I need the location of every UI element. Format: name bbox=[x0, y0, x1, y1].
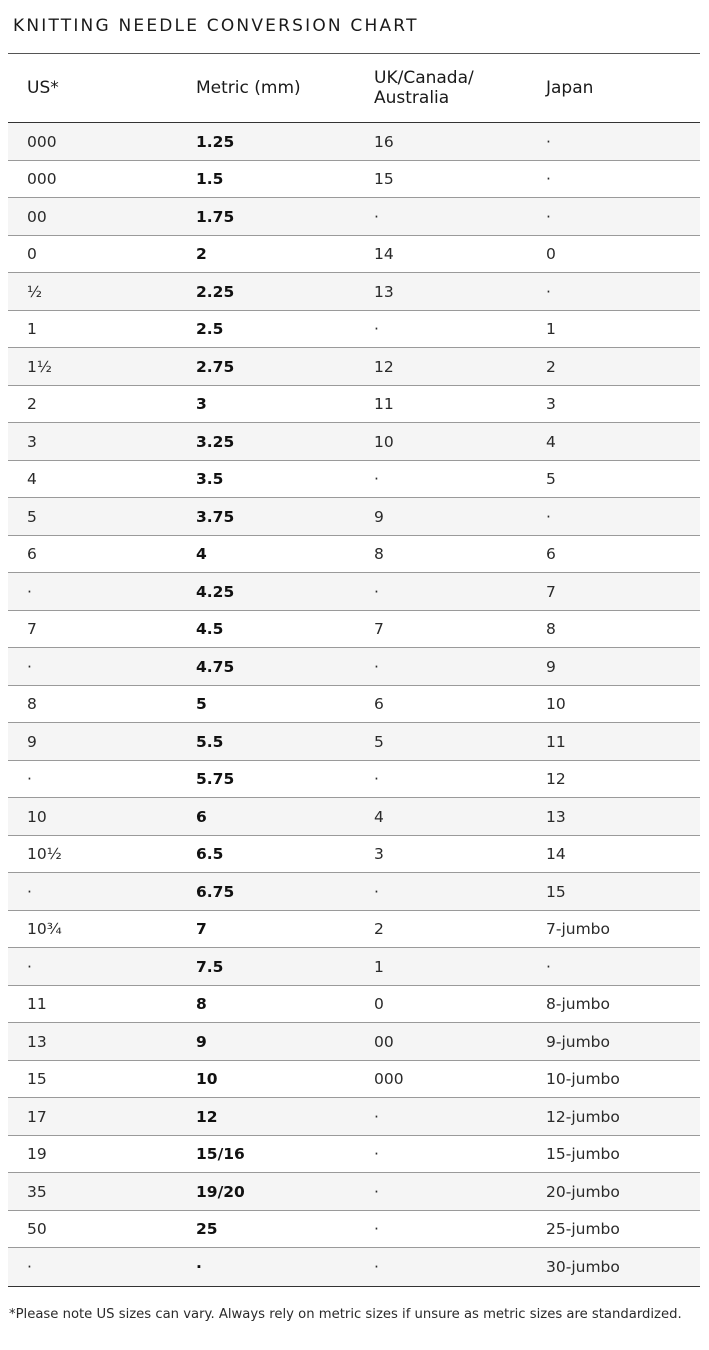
cell-metric: 4.75 bbox=[196, 657, 235, 676]
cell-japan: 0 bbox=[546, 245, 556, 263]
cell-uk: 7 bbox=[374, 620, 384, 638]
table-row bbox=[8, 836, 700, 874]
footnote: *Please note US sizes can vary. Always rely on metric sizes if unsure as metric sizes are standardized. bbox=[9, 1307, 682, 1322]
cell-uk: · bbox=[374, 582, 379, 601]
cell-us: ½ bbox=[27, 282, 43, 301]
table-row bbox=[8, 686, 700, 724]
column-header-uk: UK/Canada/ Australia bbox=[374, 68, 474, 108]
cell-uk: 00 bbox=[374, 1032, 394, 1051]
cell-japan: 3 bbox=[546, 395, 556, 413]
cell-uk: · bbox=[374, 320, 379, 338]
cell-metric: 5.75 bbox=[196, 770, 235, 788]
cell-us: 3 bbox=[27, 432, 37, 451]
cell-uk: 1 bbox=[374, 957, 384, 976]
cell-uk: 2 bbox=[374, 920, 384, 938]
cell-uk: · bbox=[374, 1257, 379, 1276]
cell-metric: 3 bbox=[196, 395, 207, 413]
table-row bbox=[8, 723, 700, 761]
table-header bbox=[8, 54, 700, 123]
cell-us: 7 bbox=[27, 620, 37, 638]
cell-metric: 3.5 bbox=[196, 470, 224, 488]
cell-us: 1 bbox=[27, 320, 37, 338]
cell-us: 10¾ bbox=[27, 920, 62, 938]
table-row bbox=[8, 123, 700, 161]
cell-japan: 9-jumbo bbox=[546, 1032, 611, 1051]
cell-metric: 1.25 bbox=[196, 132, 235, 151]
table-row bbox=[8, 273, 700, 311]
cell-metric: 5 bbox=[196, 695, 207, 713]
cell-japan: 8-jumbo bbox=[546, 995, 611, 1013]
cell-us: 8 bbox=[27, 695, 37, 713]
cell-uk: 11 bbox=[374, 395, 394, 413]
cell-japan: · bbox=[546, 507, 551, 526]
cell-japan: 12 bbox=[546, 770, 566, 788]
cell-japan: 9 bbox=[546, 657, 556, 676]
cell-uk: 4 bbox=[374, 807, 384, 826]
table-row bbox=[8, 1211, 700, 1249]
cell-uk: · bbox=[374, 1145, 379, 1163]
cell-japan: 7-jumbo bbox=[546, 920, 611, 938]
cell-metric: 2.25 bbox=[196, 282, 235, 301]
cell-uk: · bbox=[374, 1220, 379, 1238]
cell-metric: 25 bbox=[196, 1220, 218, 1238]
cell-us: 11 bbox=[27, 995, 47, 1013]
cell-japan: 14 bbox=[546, 845, 566, 863]
column-header-metric: Metric (mm) bbox=[196, 78, 301, 98]
cell-uk: 14 bbox=[374, 245, 394, 263]
cell-us: 13 bbox=[27, 1032, 47, 1051]
cell-metric: 1.75 bbox=[196, 207, 235, 226]
cell-uk: · bbox=[374, 1182, 379, 1201]
cell-metric: 4 bbox=[196, 545, 207, 563]
cell-metric: 6 bbox=[196, 807, 207, 826]
cell-us: 35 bbox=[27, 1182, 47, 1201]
cell-japan: 10 bbox=[546, 695, 566, 713]
table-row bbox=[8, 236, 700, 274]
cell-uk: 16 bbox=[374, 132, 394, 151]
cell-uk: 12 bbox=[374, 357, 394, 376]
cell-japan: 1 bbox=[546, 320, 556, 338]
cell-us: 000 bbox=[27, 132, 57, 151]
cell-metric: 2.75 bbox=[196, 357, 235, 376]
table-row bbox=[8, 798, 700, 836]
cell-uk: · bbox=[374, 207, 379, 226]
cell-us: 19 bbox=[27, 1145, 47, 1163]
cell-us: 15 bbox=[27, 1070, 47, 1088]
table-row bbox=[8, 386, 700, 424]
cell-us: 4 bbox=[27, 470, 37, 488]
cell-metric: · bbox=[196, 1257, 202, 1276]
cell-japan: 25-jumbo bbox=[546, 1220, 620, 1238]
cell-japan: · bbox=[546, 282, 551, 301]
cell-uk: 0 bbox=[374, 995, 384, 1013]
cell-us: 00 bbox=[27, 207, 47, 226]
cell-us: · bbox=[27, 657, 32, 676]
cell-uk: · bbox=[374, 1107, 379, 1126]
column-header-us: US* bbox=[27, 78, 59, 98]
cell-japan: 12-jumbo bbox=[546, 1107, 620, 1126]
cell-us: 9 bbox=[27, 732, 37, 751]
cell-japan: · bbox=[546, 957, 551, 976]
table-row bbox=[8, 911, 700, 949]
table-row bbox=[8, 498, 700, 536]
cell-japan: 15 bbox=[546, 882, 566, 901]
cell-us: 17 bbox=[27, 1107, 47, 1126]
table-row bbox=[8, 461, 700, 499]
cell-metric: 9 bbox=[196, 1032, 207, 1051]
cell-metric: 3.25 bbox=[196, 432, 235, 451]
cell-uk: · bbox=[374, 882, 379, 901]
table-row bbox=[8, 348, 700, 386]
table-body bbox=[8, 123, 700, 1286]
cell-us: · bbox=[27, 1257, 32, 1276]
cell-japan: 10-jumbo bbox=[546, 1070, 620, 1088]
cell-metric: 4.5 bbox=[196, 620, 224, 638]
cell-uk: 13 bbox=[374, 282, 394, 301]
cell-japan: 2 bbox=[546, 357, 556, 376]
cell-uk: · bbox=[374, 657, 379, 676]
column-header-japan: Japan bbox=[546, 78, 594, 98]
cell-japan: · bbox=[546, 132, 551, 151]
cell-japan: 7 bbox=[546, 582, 556, 601]
cell-uk: 5 bbox=[374, 732, 384, 751]
cell-metric: 7 bbox=[196, 920, 207, 938]
cell-metric: 3.75 bbox=[196, 507, 235, 526]
cell-metric: 4.25 bbox=[196, 582, 235, 601]
cell-uk: · bbox=[374, 770, 379, 788]
cell-metric: 15/16 bbox=[196, 1145, 245, 1163]
cell-us: 000 bbox=[27, 170, 57, 188]
table-row bbox=[8, 1136, 700, 1174]
cell-us: 0 bbox=[27, 245, 37, 263]
cell-uk: 8 bbox=[374, 545, 384, 563]
cell-us: 6 bbox=[27, 545, 37, 563]
table-row bbox=[8, 761, 700, 799]
cell-japan: 11 bbox=[546, 732, 566, 751]
cell-us: 50 bbox=[27, 1220, 47, 1238]
cell-japan: · bbox=[546, 207, 551, 226]
cell-uk: 15 bbox=[374, 170, 394, 188]
cell-us: · bbox=[27, 582, 32, 601]
cell-japan: 6 bbox=[546, 545, 556, 563]
table-row bbox=[8, 573, 700, 611]
page-title: KNITTING NEEDLE CONVERSION CHART bbox=[13, 16, 419, 36]
table-row bbox=[8, 1098, 700, 1136]
cell-japan: 20-jumbo bbox=[546, 1182, 620, 1201]
cell-japan: 4 bbox=[546, 432, 556, 451]
cell-us: · bbox=[27, 957, 32, 976]
cell-uk: 6 bbox=[374, 695, 384, 713]
cell-uk: · bbox=[374, 470, 379, 488]
cell-metric: 19/20 bbox=[196, 1182, 245, 1201]
cell-us: 10½ bbox=[27, 845, 62, 863]
cell-metric: 6.75 bbox=[196, 882, 235, 901]
cell-uk: 000 bbox=[374, 1070, 404, 1088]
cell-metric: 2.5 bbox=[196, 320, 224, 338]
table-row bbox=[8, 986, 700, 1024]
cell-japan: 8 bbox=[546, 620, 556, 638]
cell-uk: 3 bbox=[374, 845, 384, 863]
table-row bbox=[8, 161, 700, 199]
conversion-table bbox=[8, 53, 700, 1287]
cell-us: · bbox=[27, 882, 32, 901]
cell-japan: 5 bbox=[546, 470, 556, 488]
table-row bbox=[8, 311, 700, 349]
table-row bbox=[8, 648, 700, 686]
cell-japan: · bbox=[546, 170, 551, 188]
cell-us: 1½ bbox=[27, 357, 52, 376]
table-row bbox=[8, 1248, 700, 1286]
cell-metric: 6.5 bbox=[196, 845, 224, 863]
cell-metric: 8 bbox=[196, 995, 207, 1013]
cell-metric: 2 bbox=[196, 245, 207, 263]
table-row bbox=[8, 198, 700, 236]
table-row bbox=[8, 611, 700, 649]
table-row bbox=[8, 948, 700, 986]
cell-metric: 1.5 bbox=[196, 170, 224, 188]
cell-us: 10 bbox=[27, 807, 47, 826]
table-row bbox=[8, 873, 700, 911]
cell-metric: 5.5 bbox=[196, 732, 224, 751]
cell-uk: 9 bbox=[374, 507, 384, 526]
table-row bbox=[8, 1023, 700, 1061]
table-row bbox=[8, 1061, 700, 1099]
table-row bbox=[8, 1173, 700, 1211]
cell-metric: 7.5 bbox=[196, 957, 224, 976]
cell-us: · bbox=[27, 770, 32, 788]
cell-metric: 12 bbox=[196, 1107, 218, 1126]
cell-us: 2 bbox=[27, 395, 37, 413]
cell-us: 5 bbox=[27, 507, 37, 526]
table-row bbox=[8, 423, 700, 461]
cell-japan: 30-jumbo bbox=[546, 1257, 620, 1276]
cell-japan: 15-jumbo bbox=[546, 1145, 620, 1163]
table-row bbox=[8, 536, 700, 574]
cell-uk: 10 bbox=[374, 432, 394, 451]
cell-metric: 10 bbox=[196, 1070, 218, 1088]
cell-japan: 13 bbox=[546, 807, 566, 826]
